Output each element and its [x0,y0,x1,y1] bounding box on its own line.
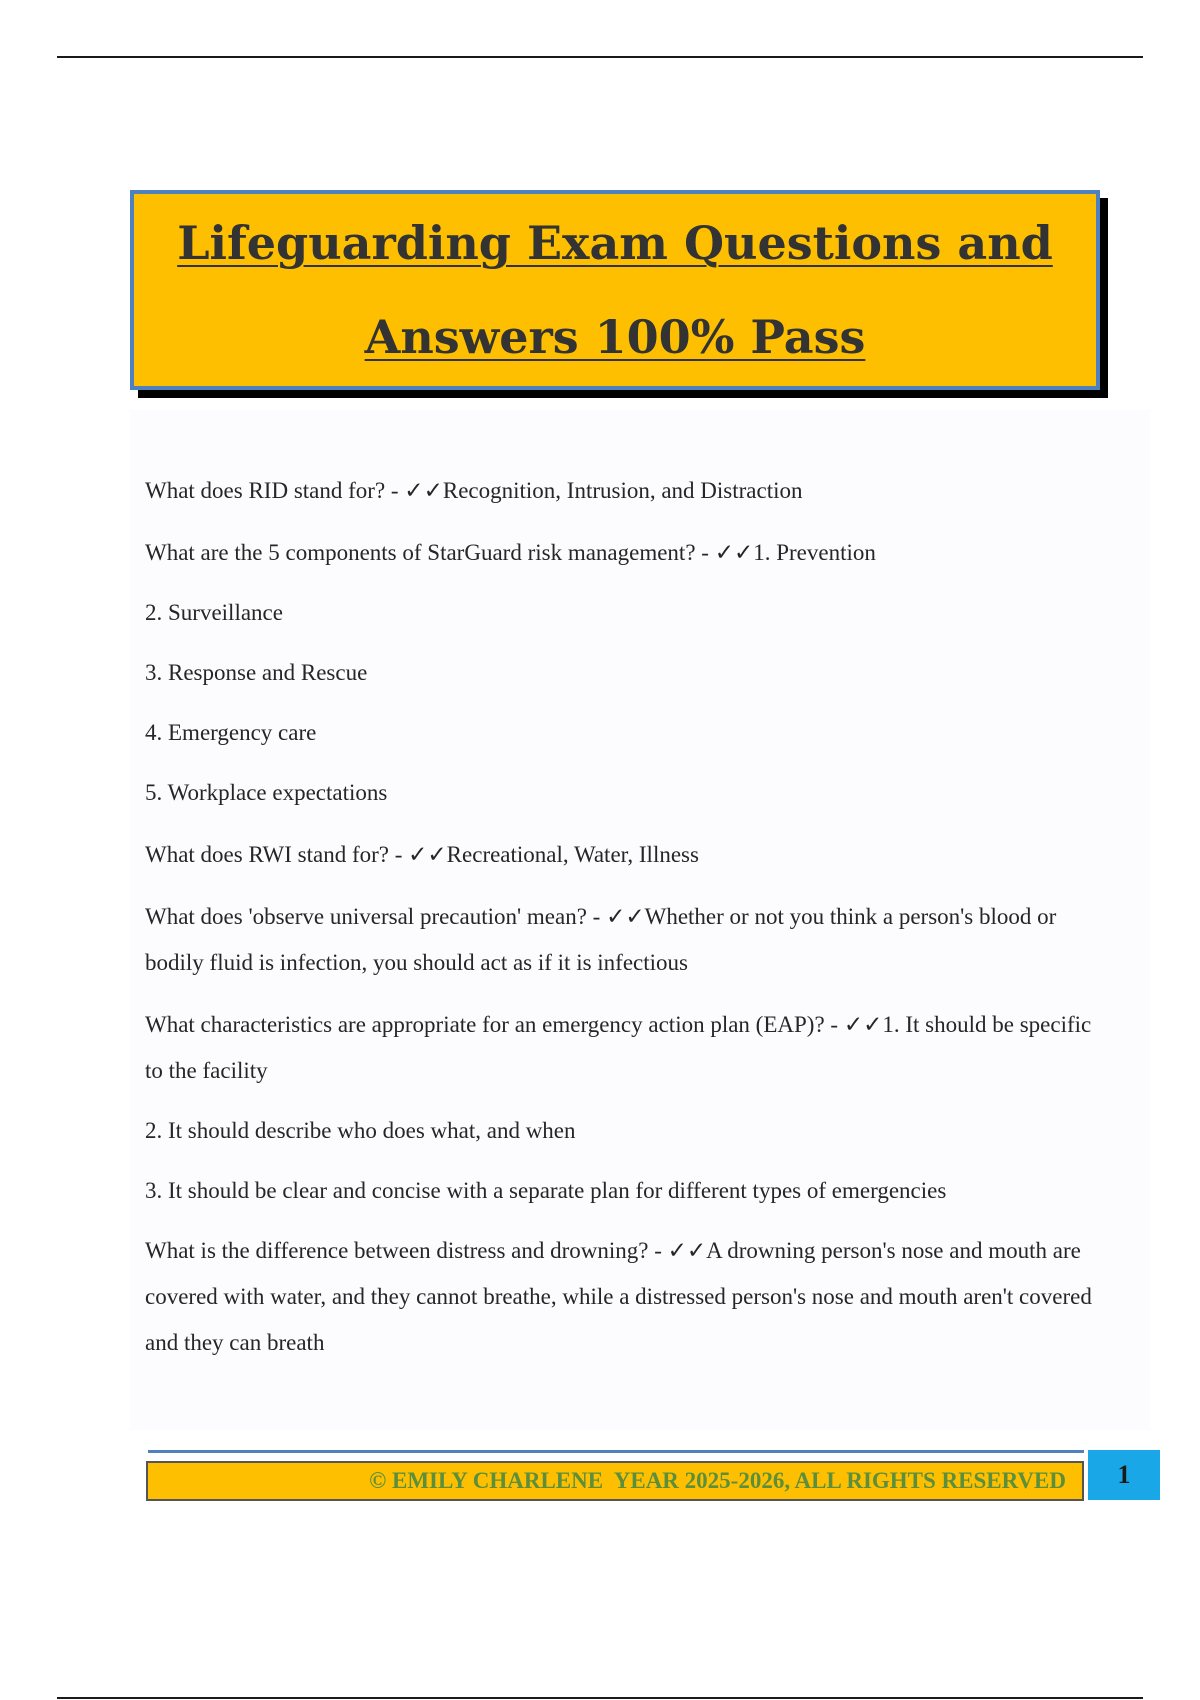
page-number-badge [1088,1450,1160,1500]
document-title-line-2: Answers 100% Pass [364,310,866,364]
bottom-rule [57,1697,1143,1699]
footer-rule [148,1450,1084,1453]
copyright-text: © EMILY CHARLENE YEAR 2025-2026, ALL RIGHTS RESERVED [369,1468,1066,1493]
list-item-response: 3. Response and Rescue [145,660,368,685]
top-rule [57,56,1143,58]
paragraph-rwi: What does RWI stand for? - ✓✓Recreational, Water, Illness [145,842,699,867]
paragraph-universal-precaution: What does 'observe universal precaution' mean? - ✓✓Whether or not you think a person's blood or bodily fluid is infection, you should act as if it is infectious [145,904,1057,975]
list-item-emergency-care: 4. Emergency care [145,720,317,745]
page-number: 1 [1117,1460,1131,1489]
paragraph-rid: What does RID stand for? - ✓✓Recognition, Intrusion, and Distraction [145,478,803,503]
paragraph-eap: What characteristics are appropriate for an emergency action plan (EAP)? - ✓✓1. It should be specific to the facility [145,1012,1092,1083]
paragraph-distress-drowning: What is the difference between distress and drowning? - ✓✓A drowning person's nose and mouth are covered with water, and they cannot breathe, while a distressed person's nose and mouth aren't covered and they can breath [145,1238,1092,1355]
list-item-eap-who: 2. It should describe who does what, and when [145,1118,576,1143]
document-body [145,468,1105,1382]
document-title-line-1: Lifeguarding Exam Questions and [177,216,1053,270]
paragraph-starguard: What are the 5 components of StarGuard risk management? - ✓✓1. Prevention [145,540,876,565]
list-item-surveillance: 2. Surveillance [145,600,283,625]
list-item-workplace: 5. Workplace expectations [145,780,388,805]
footer-banner [146,1461,1084,1501]
list-item-eap-clear: 3. It should be clear and concise with a separate plan for different types of emergencies [145,1178,947,1203]
title-banner [130,190,1100,390]
